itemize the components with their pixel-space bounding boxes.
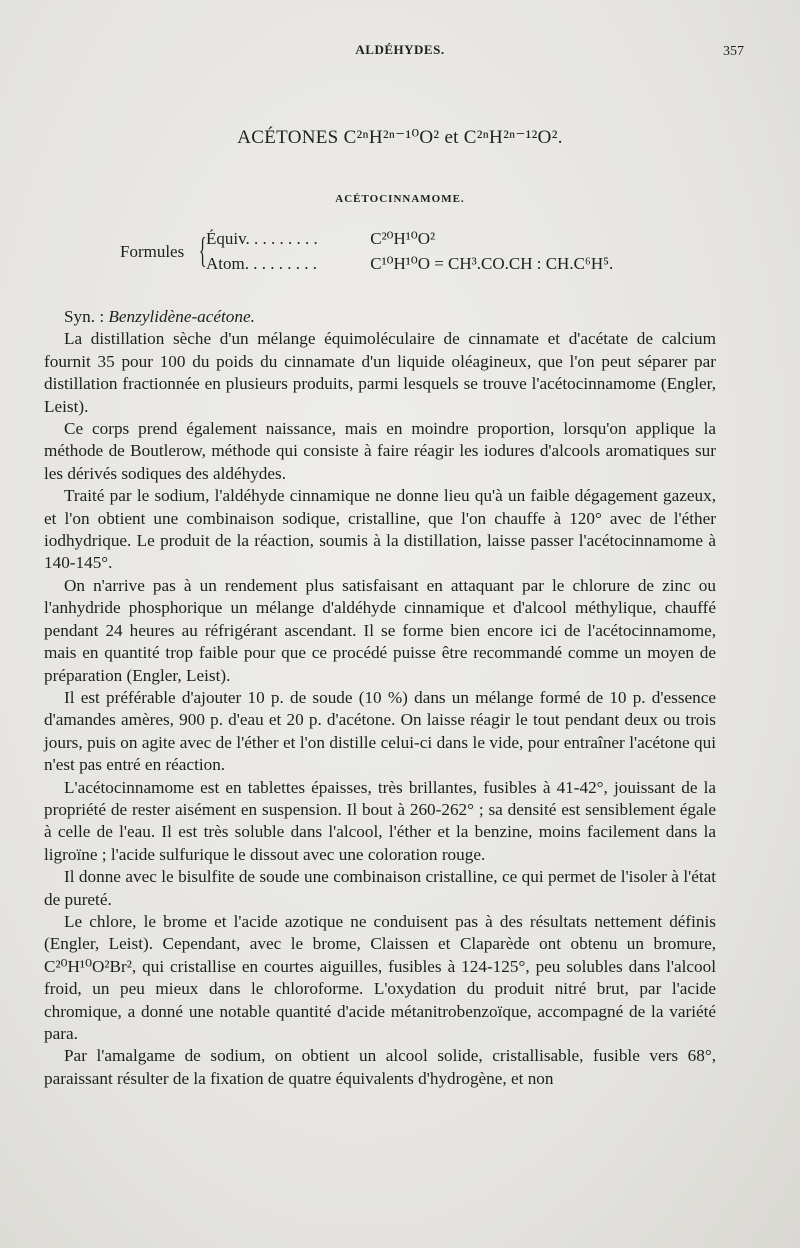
formula-value: C¹⁰H¹⁰O = CH³.CO.CH : CH.C⁶H⁵.	[370, 254, 614, 273]
formula-block	[120, 226, 720, 282]
subsection-title: ACÉTOCINNAMOME.	[335, 193, 465, 205]
paragraph: Traité par le sodium, l'aldéhyde cinnamique ne donne lieu qu'à un faible dégagement gazeux, et l'on obtient une combinaison sodique, cristalline, que l'on chauffe à 120° avec de l'éther iodhydrique. Le produit de la réaction, soumis à la distillation, laisse passer l'acétocinnamome à 140-145°.	[44, 486, 716, 573]
running-head	[0, 42, 800, 66]
paragraph: Il donne avec le bisulfite de soude une combinaison cristalline, ce qui permet de l'isoler à l'état de pureté.	[44, 867, 716, 909]
paragraph: Le chlore, le brome et l'acide azotique ne conduisent pas à des résultats nettement définis (Engler, Leist). Cependant, avec le brome, Claissen et Claparède ont obtenu un bromure, C²⁰H¹⁰O²Br², qui cristallise en courtes aiguilles, fusibles à 124-125°, peu solubles dans l'alcool froid, un peu mieux dans le chloroforme. L'oxydation du produit nitré brut, par l'acide chromique, a donné une notable quantité d'acide métanitrobenzoïque, accompagné de la variété para.	[44, 911, 716, 1043]
synonym-line	[44, 306, 716, 328]
running-head-title: ALDÉHYDES.	[355, 42, 445, 57]
synonym-name: Benzylidène-acétone.	[108, 307, 255, 326]
paragraph: Il est préférable d'ajouter 10 p. de soude (10 %) dans un mélange formé de 10 p. d'essence d'amandes amères, 900 p. d'eau et 20 p. d'acétone. On laisse réagir le tout pendant deux ou trois jours, puis on agite avec de l'éther et l'on distille celui-ci dans le vide, pour entraîner l'acétone qui n'est pas entré en réaction.	[44, 687, 716, 775]
paragraph: L'acétocinnamome est en tablettes épaisses, très brillantes, fusibles à 41-42°, jouissant de la propriété de rester aisément en suspension. Il bout à 260-262° ; sa densité est sensiblement égale à celle de l'eau. Il est très soluble dans l'alcool, l'éther et la benzine, moins facilement dans la ligroïne ; l'acide sulfurique le dissout avec une coloration rouge.	[44, 777, 716, 864]
formula-row-equiv	[206, 229, 435, 249]
formula-label: Formules	[120, 242, 185, 261]
section-title: ACÉTONES C²ⁿH²ⁿ⁻¹⁰O² et C²ⁿH²ⁿ⁻¹²O².	[237, 127, 563, 148]
paragraph: Par l'amalgame de sodium, on obtient un alcool solide, cristallisable, fusible vers 68°, paraissant résulter de la fixation de quatre équivalents d'hydrogène, et non	[44, 1046, 716, 1088]
synonym-prefix: Syn. :	[64, 307, 109, 326]
body-text	[44, 306, 716, 1090]
paragraph: La distillation sèche d'un mélange équimoléculaire de cinnamate et d'acétate de calcium fournit 35 pour 100 du poids du cinnamate d'un liquide oléagineux, que l'on peut séparer par distillation fractionnée en plusieurs produits, parmi lesquels se trouve l'acétocinnamome (Engler, Leist).	[44, 329, 716, 416]
page-number: 357	[723, 44, 744, 59]
formula-brace: {	[198, 230, 207, 270]
formula-key: Équiv. . . . . . . . .	[206, 229, 318, 248]
formula-row-atom	[206, 254, 613, 274]
paragraph: Ce corps prend également naissance, mais en moindre proportion, lorsqu'on applique la méthode de Boutlerow, méthode qui consiste à faire réagir les iodures d'alcools aromatiques sur les dérivés sodiques des aldéhydes.	[44, 419, 716, 483]
formula-value: C²⁰H¹⁰O²	[370, 229, 436, 248]
paragraph: On n'arrive pas à un rendement plus satisfaisant en attaquant par le chlorure de zinc ou l'anhydride phosphorique un mélange d'aldéhyde cinnamique et d'alcool méthylique, chauffé pendant 24 heures au réfrigérant ascendant. Il se forme bien encore ici de l'acétocinnamome, mais en quantité trop faible pour que ce procédé puisse être recommandé comme un moyen de préparation (Engler, Leist).	[44, 575, 716, 685]
formula-key: Atom. . . . . . . . .	[206, 254, 317, 273]
